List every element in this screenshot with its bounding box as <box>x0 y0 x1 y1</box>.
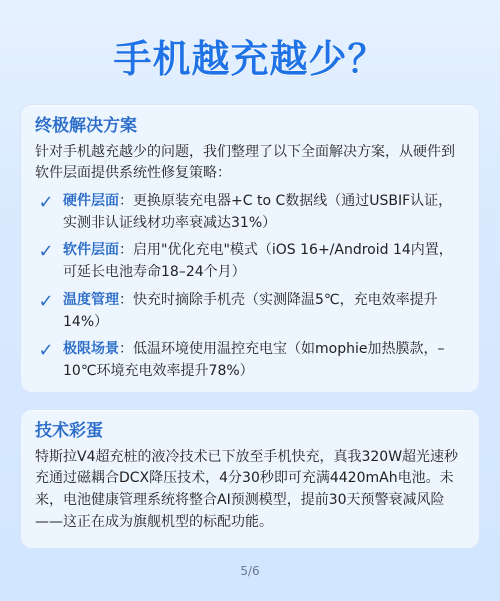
solution-item-text <box>63 290 465 333</box>
tech-easter-egg-title: 技术彩蛋 <box>35 421 103 441</box>
page-indicator: 5/6 <box>240 564 260 578</box>
check-icon: ✓ <box>38 290 54 312</box>
solution-item-detail: 快充时摘除手机壳（实测降温5℃，充电效率提升14%） <box>63 291 438 330</box>
check-icon: ✓ <box>38 340 54 362</box>
solution-item-detail: 更换原装充电器+C to C数据线（通过USBIF认证，实测非认证线材功率衰减达31%） <box>63 193 453 231</box>
solution-item-text <box>63 240 465 283</box>
page-title: 手机越充越少？ <box>113 37 387 81</box>
check-icon: ✓ <box>38 241 54 263</box>
solution-item-label: 温度管理 <box>63 291 119 308</box>
solution-item-detail: 低温环境使用温控充电宝（如mophie加热膜款，–10℃环境充电效率提升78%） <box>63 341 445 379</box>
solutions-card-title: 终极解决方案 <box>35 116 137 136</box>
check-icon: ✓ <box>38 192 54 214</box>
tech-easter-egg-text: 特斯拉V4超充桩的液冷技术已下放至手机快充，真我320W超光速秒充通过磁耦合DCX降压技术，4分30秒即可充满4420mAh电池。未来，电池健康管理系统将整合AI预测模型，提前30天预警衰减风险——这正在成为旗舰机型的标配功能。 <box>35 448 459 530</box>
solution-item-separator: ： <box>119 291 133 308</box>
solutions-intro: 针对手机越充越少的问题，我们整理了以下全面解决方案，从硬件到软件层面提供系统性修复策略： <box>35 143 455 182</box>
solution-item-label: 极限场景 <box>63 341 119 358</box>
solution-item-detail: 启用"优化充电"模式（iOS 16+/Android 14内置，可延长电池寿命18–24个月） <box>63 242 453 281</box>
solution-item-temperature <box>35 290 465 333</box>
solution-item-separator: ： <box>119 242 133 259</box>
solution-item-separator: ： <box>119 341 133 358</box>
solutions-list <box>35 191 465 383</box>
solution-item-separator: ： <box>119 193 133 210</box>
solution-item-hardware <box>35 191 465 234</box>
solution-item-software <box>35 240 465 283</box>
solution-item-text <box>63 191 465 234</box>
tech-easter-egg-card <box>20 409 480 549</box>
solution-item-text <box>63 339 465 382</box>
solution-item-label: 硬件层面 <box>63 193 119 210</box>
solution-item-label: 软件层面 <box>63 242 119 259</box>
solution-item-extreme <box>35 339 465 382</box>
solutions-card <box>20 104 480 393</box>
